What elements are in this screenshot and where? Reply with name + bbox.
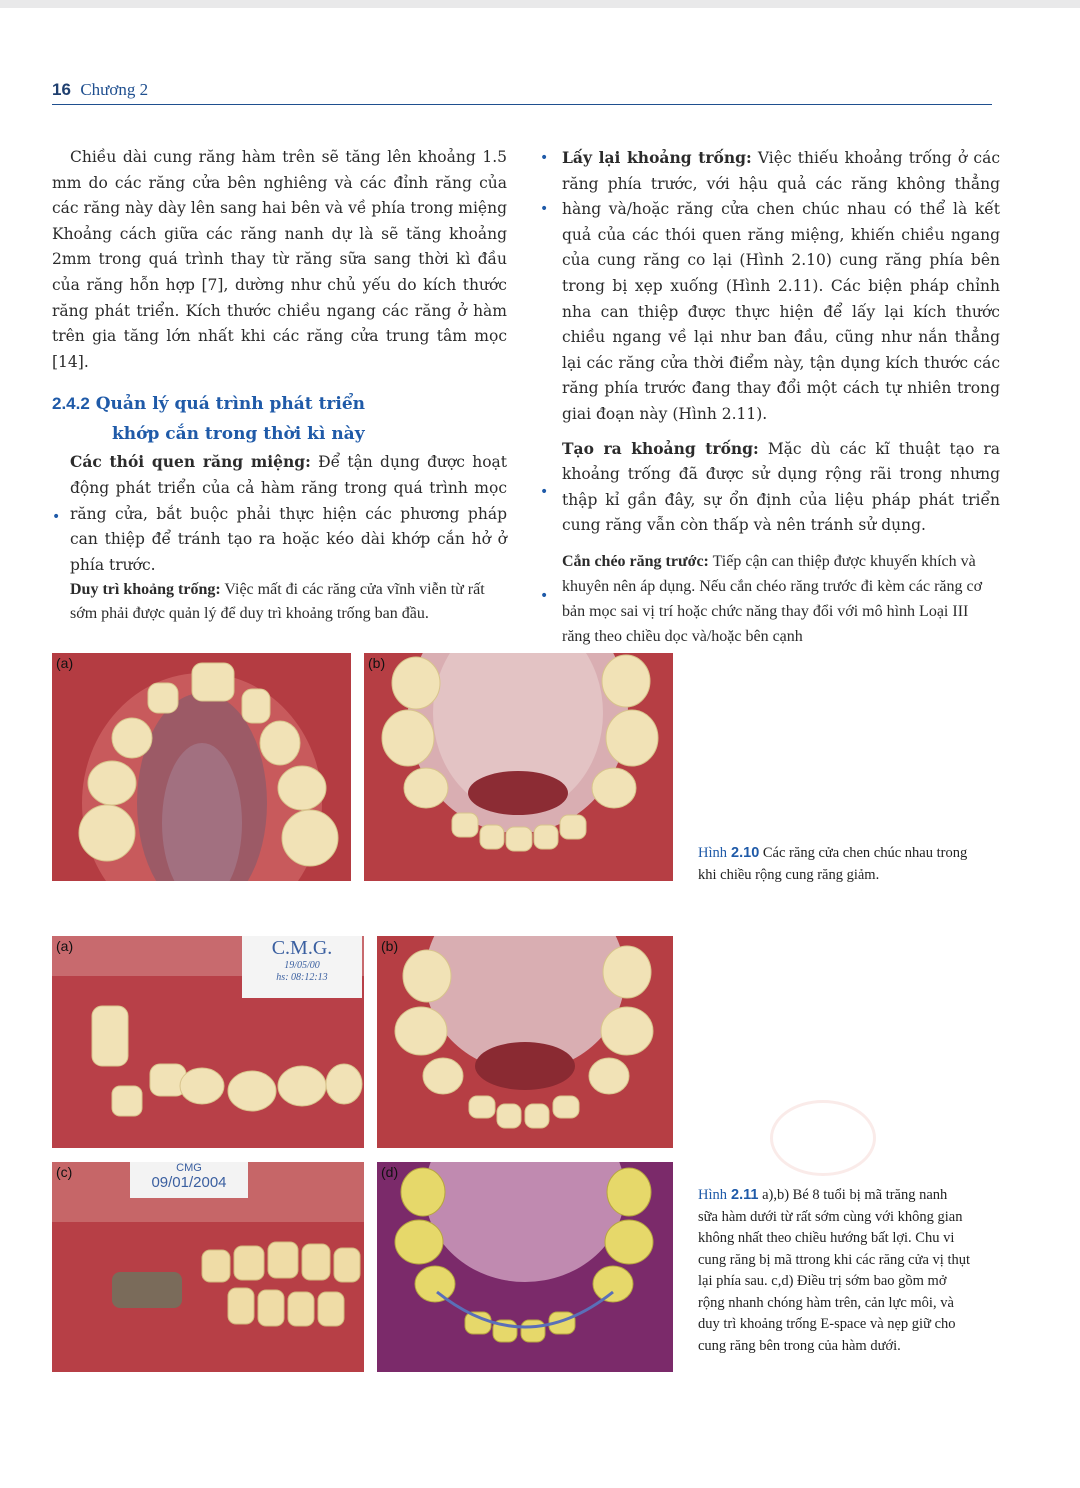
watermark-seal [770, 1100, 876, 1176]
lower-arch-appliance-image [377, 1162, 673, 1372]
section-heading-line2: khớp cắn trong thời kì này [112, 424, 365, 445]
caption-text: Các răng cửa chen chúc nhau trong khi chiều rộng cung răng giảm. [698, 845, 968, 883]
panel-label-d: (d) [381, 1164, 399, 1180]
panel-label-a: (a) [56, 938, 74, 954]
regain-space-paragraph [540, 145, 1000, 428]
figure-2-11b-photo [377, 936, 673, 1148]
caption-text: a),b) Bé 8 tuổi bị mã trăng nanh sữa hàm dưới từ rất sớm cùng với không gian không nhất theo chiều hướng bất lợi. Chu vi cung răng bị mã ttrong khi các răng cửa vị thụt lại phía sau. c,d) Điều trị sớm bao gồm mở rộng nhanh chóng hàm trên, cản lực môi, và duy trì khoảng trống E-space và nẹp giữ cho cung răng bên trong của hàm dưới. [698, 1187, 970, 1354]
bullet-marker: • [540, 201, 549, 217]
create-title: Tạo ra khoảng trống: [562, 438, 759, 458]
create-text: Mặc dù các kĩ thuật tạo ra khoảng trống đã được sử dụng rộng rãi trong nhưng thập kỉ gần đây, sự ổn định của liệu pháp phát triển cung răng vẫn còn thấp và nên tránh sử dụng. [562, 439, 1000, 535]
space-maintenance-paragraph [52, 578, 507, 626]
regain-text: Việc thiếu khoảng trống ở các răng phía trước, với hậu quả các răng không thẳng hàng và/hoặc răng cửa chen chúc nhau có thể là kết quả của các thói quen răng miệng, khiến chiều ngang của cung răng co lại (Hình 2.10) cung răng phía bên trong bị xẹp xuống (Hình 2.11). Các biện pháp chỉnh nha can thiệp được thực hiện để lấy lại kích thước chiều ngang về lại như ban đầu, cũng như nắn thẳng lại các răng cửa thời điểm này, tận dụng kích thước các răng phía trước đang thay đổi một cách tự nhiên trong giai đoạn này (Hình 2.11). [562, 149, 1000, 423]
lower-arch-image [364, 653, 673, 881]
figure-2-10a-photo [52, 653, 351, 881]
section-number: 2.4.2 [52, 394, 90, 414]
bullet-marker: • [540, 588, 549, 604]
figure-2-10-caption [698, 843, 968, 886]
crossbite-title: Cắn chéo răng trước: [562, 552, 709, 570]
bullet-marker: • [540, 484, 549, 500]
figure-2-11d-photo [377, 1162, 673, 1372]
section-heading-line1: Quản lý quá trình phát triển [95, 394, 366, 415]
habits-text: Để tận dụng được hoạt động phát triển của cả hàm răng trong quá trình mọc răng cửa, bắt buộc phải thực hiện các phương pháp can thiệp để tránh tạo ra hoặc kéo dài khớp cắn hở ở phía trước. [70, 453, 508, 574]
label-card: C.M.G. 19/05/00 hs: 08:12:13 [242, 936, 362, 998]
right-column [540, 145, 1000, 649]
header-rule [52, 104, 992, 105]
running-header [52, 80, 148, 100]
figure-2-11-caption [698, 1185, 970, 1357]
bullet-marker: • [540, 150, 549, 166]
bullet-marker: • [52, 509, 61, 525]
crossbite-paragraph [540, 549, 1000, 649]
panel-label-b: (b) [381, 938, 399, 954]
crossbite-text: Tiếp cận can thiệp được khuyến khích và khuyên nên áp dụng. Nếu cắn chéo răng trước đi kèm các răng cơ bản mọc sai vị trí hoặc chức năng thay đổi với mô hình Loại III răng theo chiều dọc và/hoặc bên cạnh [562, 552, 983, 645]
figure-2-11c-photo [52, 1162, 364, 1372]
figure-number: Hình 2.10 [698, 845, 760, 861]
chapter-title: Chương 2 [80, 80, 149, 99]
lower-arch-image [377, 936, 673, 1148]
top-strip [0, 0, 1080, 8]
label-card: CMG 09/01/2004 [130, 1162, 248, 1198]
figure-2-11a-photo [52, 936, 364, 1148]
upper-arch-image [52, 653, 351, 881]
habits-paragraph [52, 449, 507, 578]
maintenance-text: Việc mất đi các răng cửa vĩnh viễn từ rất sớm phải được quản lý để duy trì khoảng trống ban đầu. [70, 581, 485, 623]
left-column [52, 145, 507, 626]
section-heading [52, 389, 507, 449]
page-number: 16 [52, 80, 71, 99]
create-space-paragraph [540, 436, 1000, 539]
maintenance-title: Duy trì khoảng trống: [70, 581, 221, 599]
figure-2-10b-photo [364, 653, 673, 881]
regain-title: Lấy lại khoảng trống: [562, 148, 752, 167]
figure-number: Hình 2.11 [698, 1187, 759, 1203]
panel-label-b: (b) [368, 655, 386, 671]
intro-paragraph: Chiều dài cung răng hàm trên sẽ tăng lên khoảng 1.5 mm do các răng cửa bên nghiêng và các đỉnh răng của các răng này dày lên sang hai bên và về phía trong miệng Khoảng cách giữa các răng nanh dự là sẽ tăng khoảng 2mm trong quá trình thay từ răng sữa sang thời kì đầu của răng hỗn hợp [7], dường như chủ yếu do kích thước răng phát triển. Kích thước chiều ngang các răng ở hàm trên gia tăng lớn nhất khi các răng cửa trung tâm mọc [14]. [52, 148, 507, 371]
panel-label-a: (a) [56, 655, 74, 671]
habits-title: Các thói quen răng miệng: [70, 452, 311, 472]
panel-label-c: (c) [56, 1164, 73, 1180]
